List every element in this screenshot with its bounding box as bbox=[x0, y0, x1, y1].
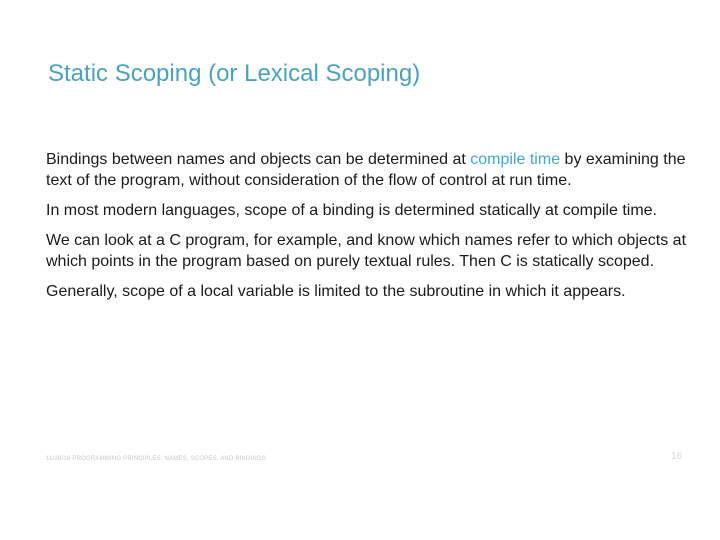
paragraph-1 bbox=[46, 149, 696, 191]
paragraph-2: In most modern languages, scope of a binding is determined statically at compile time. bbox=[46, 202, 657, 219]
slide-title: Static Scoping (or Lexical Scoping) bbox=[48, 60, 421, 87]
paragraph-1-text-after: by examining the text of the program, without consideration of the flow of control at run time. bbox=[46, 151, 686, 189]
compile-time-highlight: compile time bbox=[470, 151, 561, 168]
paragraph-1-text-before: Bindings between names and objects can be determined at bbox=[46, 151, 471, 168]
page-number: 16 bbox=[671, 451, 683, 462]
slide-body bbox=[46, 149, 696, 311]
paragraph-3: We can look at a C program, for example, and know which names refer to which objects at which points in the program based on purely textual rules. Then C is statically scoped. bbox=[46, 232, 687, 270]
footer-text: 11/28/16 PROGRAMMING PRINCIPLES: NAMES, SCOPES, AND BINDINGS bbox=[46, 456, 266, 462]
paragraph-4: Generally, scope of a local variable is limited to the subroutine in which it appears. bbox=[46, 283, 626, 300]
